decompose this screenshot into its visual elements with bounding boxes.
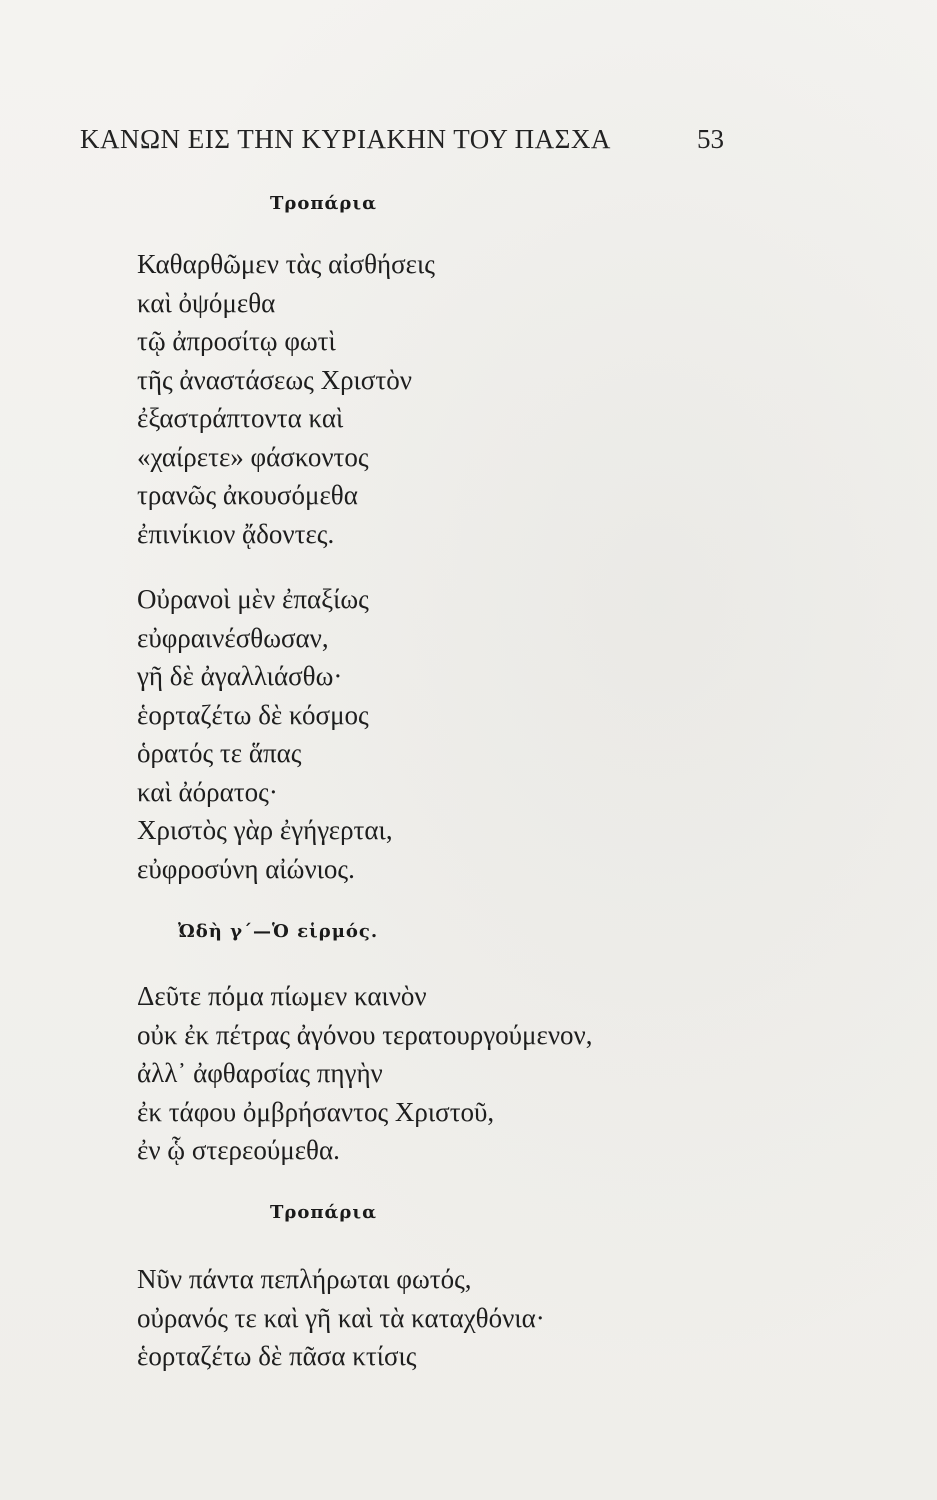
section-heading-ode-3-heirmos: Ὠδὴ γ΄—Ὁ εἱρμός. [178,921,379,942]
verse-line: τρανῶς ἀκουσόμεθα [137,480,358,510]
verse-line: ἑορταζέτω δὲ κόσμος [137,699,369,730]
stanza-1 [137,245,435,553]
verse-line: «χαίρετε» φάσκοντος [137,441,369,472]
verse-line: ἐκ τάφου ὀμβρήσαντος Χριστοῦ, [137,1096,495,1127]
verse-line: οὐκ ἐκ πέτρας ἀγόνου τερατουργούμενον, [137,1019,593,1050]
verse-line: Χριστὸς γὰρ ἐγήγερται, [137,815,393,845]
verse-line: Οὐρανοὶ μὲν ἐπαξίως [137,584,369,614]
verse-line: ὁρατός τε ἅπας [137,738,302,768]
stanza-2 [137,580,393,888]
stanza-heirmos [137,977,592,1170]
verse-line: ἑορταζέτω δὲ πᾶσα κτίσις [137,1341,417,1371]
page-number: 53 [697,124,724,154]
verse-line: καὶ ἀόρατος· [137,776,278,807]
verse-line: ἐπινίκιον ᾄδοντες. [137,518,335,549]
verse-line: εὐφραινέσθωσαν, [137,622,329,653]
stanza-3 [137,1260,545,1376]
section-heading-troparia-1: Τροπάρια [270,193,377,214]
verse-line: εὐφροσύνη αἰώνιος. [137,853,355,884]
running-head: ΚΑΝΩΝ ΕΙΣ ΤΗΝ ΚΥΡΙΑΚΗΝ ΤΟΥ ΠΑΣΧΑ [80,124,611,154]
verse-line: ἐν ᾧ στερεούμεθα. [137,1135,340,1165]
verse-line: καὶ ὀψόμεθα [137,287,276,318]
verse-line: γῆ δὲ ἀγαλλιάσθω· [137,661,343,691]
verse-line: Δεῦτε πόμα πίωμεν καινὸν [137,981,427,1011]
verse-line: τῷ ἀπροσίτῳ φωτὶ [137,326,336,356]
verse-line: οὐρανός τε καὶ γῆ καὶ τὰ καταχθόνια· [137,1302,545,1333]
verse-line: Καθαρθῶμεν τὰς αἰσθήσεις [137,249,435,279]
verse-line: ἐξαστράπτοντα καὶ [137,403,344,433]
verse-line: ἀλλ᾽ ἀφθαρσίας πηγὴν [137,1058,383,1088]
verse-line: Νῦν πάντα πεπλήρωται φωτός, [137,1264,472,1294]
verse-line: τῆς ἀναστάσεως Χριστὸν [137,364,412,395]
section-heading-troparia-2: Τροπάρια [270,1202,377,1223]
